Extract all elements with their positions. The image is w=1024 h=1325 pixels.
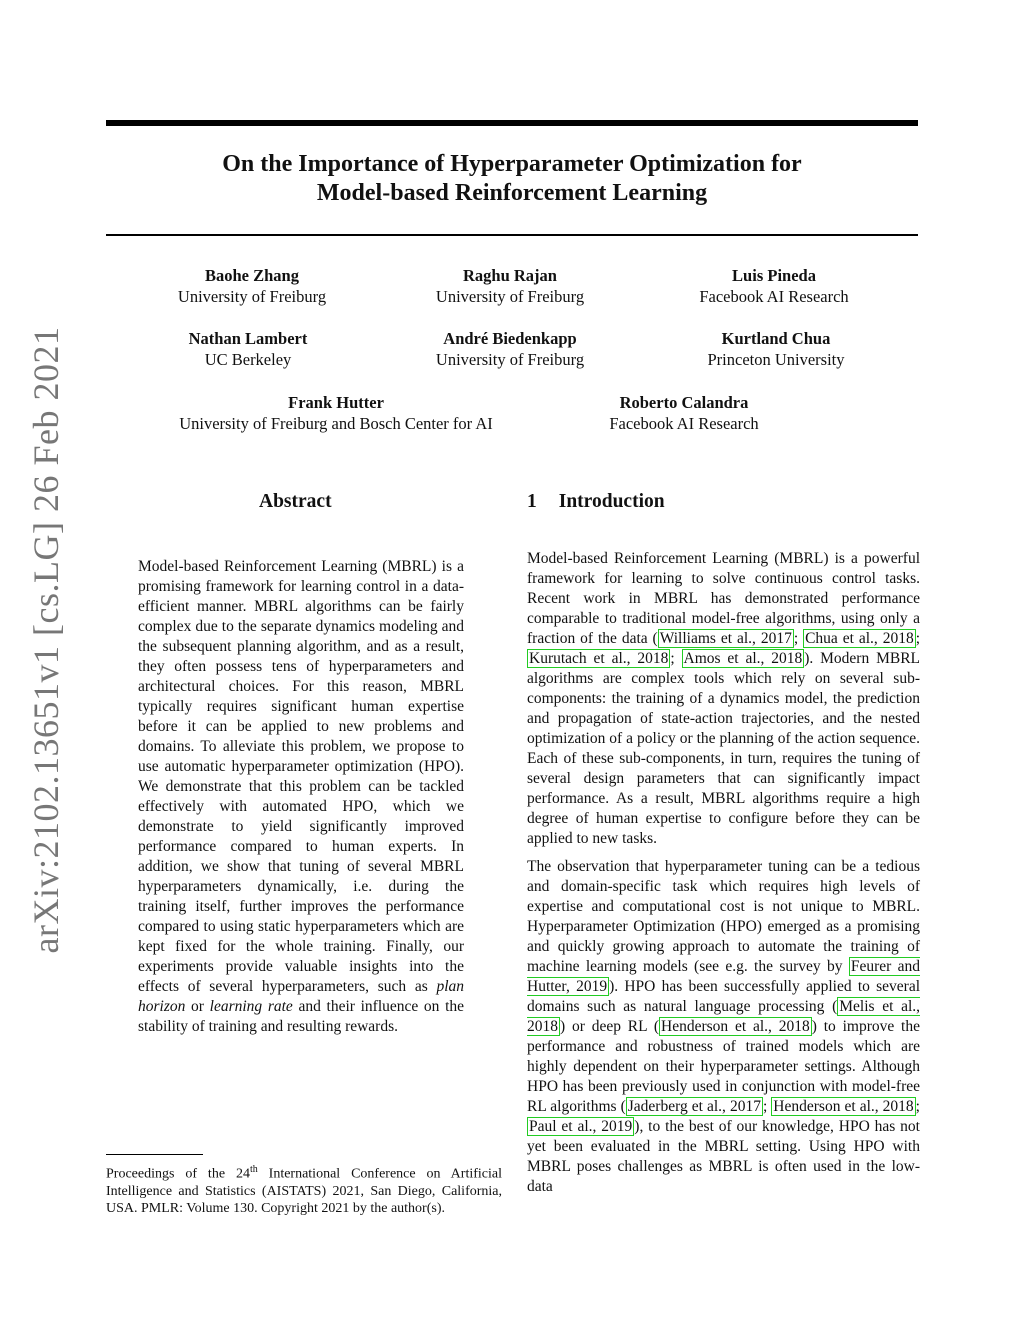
author-affiliation: Facebook AI Research — [609, 414, 759, 433]
author-affiliation: Princeton University — [707, 350, 845, 369]
separator: ; — [915, 630, 921, 647]
separator: ; — [670, 650, 682, 667]
citation-link[interactable]: Henderson et al., 2018 — [773, 1098, 914, 1115]
footnote-superscript: th — [249, 1164, 258, 1175]
intro-paragraph-1 — [527, 549, 920, 849]
body-text: ). HPO has been successfully applied to several domains such as natural language processing ( — [527, 978, 920, 1015]
section-title: Introduction — [558, 491, 665, 512]
abstract-heading: Abstract — [259, 491, 332, 512]
citation-link[interactable]: Chua et al., 2018 — [805, 630, 914, 647]
title-line-2: Model-based Reinforcement Learning — [316, 180, 708, 206]
author-affiliation: University of Freiburg — [435, 287, 585, 306]
footnote — [106, 1161, 502, 1217]
author-affiliation: University of Freiburg — [435, 350, 585, 369]
intro-heading — [527, 490, 665, 514]
paper-title — [106, 150, 918, 208]
author-name: Kurtland Chua — [721, 329, 831, 348]
author-block — [136, 328, 360, 370]
body-text: Model-based Reinforcement Learning (MBRL) is a powerful framework for learning to solve continuous control tasks. Recent work in MBRL has demonstrated performance comparable to traditional model-free algorithms, using only a fraction of the data ( — [527, 550, 920, 647]
title-line-1: On the Importance of Hyperparameter Optimization for — [222, 151, 802, 177]
body-text: ), to the best of our knowledge, HPO has not yet been evaluated in the MBRL setting. Using HPO with MBRL poses challenges as MBRL is often used in the low-data — [527, 1118, 920, 1195]
author-name: Baohe Zhang — [205, 266, 299, 285]
intro-paragraph-2 — [527, 857, 920, 1197]
abstract-text: or — [191, 998, 204, 1015]
abstract-emphasis: learning rate — [209, 998, 293, 1015]
intro-body — [527, 549, 920, 1205]
body-text: The observation that hyperparameter tuning can be a tedious and domain-specific task which requires high levels of expertise and computational cost is not unique to MBRL. Hyperparameter Optimization (HPO) emerged as a promising and quickly growing approach to automate the training of machine learning models (see e.g. the survey by — [527, 858, 920, 975]
separator: ; — [762, 1098, 772, 1115]
author-name: Nathan Lambert — [188, 329, 308, 348]
arxiv-stamp: arXiv:2102.13651v1 [cs.LG] 26 Feb 2021 — [26, 326, 66, 954]
citation-link[interactable]: Feurer and Hutter, 2019 — [527, 958, 920, 995]
footnote-text: International Conference on Artificial Intelligence and Statistics (AISTATS) 2021, San Diego, California, USA. PMLR: Volume 130. Copyright 2021 by the author(s). — [106, 1166, 502, 1216]
citation-link[interactable]: Henderson et al., 2018 — [661, 1018, 810, 1035]
author-block — [572, 392, 796, 434]
citation-link[interactable]: Amos et al., 2018 — [683, 650, 803, 667]
author-name: Luis Pineda — [732, 266, 816, 285]
author-name: Raghu Rajan — [463, 266, 557, 285]
author-block — [398, 265, 622, 307]
author-affiliation: University of Freiburg and Bosch Center for AI — [179, 414, 493, 433]
author-name: Frank Hutter — [288, 393, 384, 412]
author-block — [664, 328, 888, 370]
footnote-text: Proceedings of the 24 — [106, 1166, 250, 1182]
citation-link[interactable]: Paul et al., 2019 — [529, 1118, 633, 1135]
author-block — [140, 392, 532, 434]
section-number: 1 — [527, 491, 537, 512]
author-name: Roberto Calandra — [619, 393, 749, 412]
citation-link[interactable]: Kurutach et al., 2018 — [529, 650, 669, 667]
footnote-rule — [106, 1154, 203, 1155]
abstract-emphasis: plan horizon — [138, 978, 464, 1015]
citation-link[interactable]: Jaderberg et al., 2017 — [627, 1098, 761, 1115]
abstract-body — [138, 557, 464, 1037]
abstract-paragraph — [138, 557, 464, 1037]
abstract-text: and their influence on the stability of training and resulting rewards. — [138, 998, 465, 1035]
author-affiliation: Facebook AI Research — [699, 287, 849, 306]
citation-link[interactable]: Melis et al., 2018 — [527, 998, 920, 1035]
body-text: ) to improve the performance and robustness of trained models which are highly dependent on their hyperparameter settings. Although HPO has been previously used in conjunction with model-free RL algorithms ( — [527, 1018, 920, 1115]
abstract-text: Model-based Reinforcement Learning (MBRL) is a promising framework for learning control in a data-efficient manner. MBRL algorithms can be fairly complex due to the separate dynamics modeling and the subsequent planning algorithm, and as a result, they often possess tens of hyperparameters and architectural choices. For this reason, MBRL typically requires significant human expertise before it can be applied to new problems and domains. To alleviate this problem, we propose to use automatic hyperparameter optimization (HPO). We demonstrate that this problem can be tackled effectively with automated HPO, which we demonstrate to yield significantly improved performance compared to human experts. In addition, we show that tuning of several MBRL hyperparameters dynamically, i.e. during the training itself, further improves the performance compared to using static hyperparameters which are kept fixed for the whole training. Finally, our experiments provide valuable insights into the effects of several hyperparameters, such as — [138, 558, 464, 995]
author-affiliation: University of Freiburg — [177, 287, 327, 306]
author-block — [398, 328, 622, 370]
top-rule — [106, 120, 918, 126]
author-affiliation: UC Berkeley — [204, 350, 292, 369]
author-block — [140, 265, 364, 307]
title-rule — [106, 234, 918, 236]
separator: ; — [793, 630, 804, 647]
author-name: André Biedenkapp — [443, 329, 577, 348]
body-text: ). Modern MBRL algorithms are complex tools which rely on several sub-components: the training of a dynamics model, the prediction and propagation of state-action trajectories, and the nested optimization of a policy or the planning of the action sequence. Each of these sub-components, in turn, requires the tuning of several design parameters that can significantly impact performance. As a result, MBRL algorithms require a high degree of human expertise to configure before they can be applied to new tasks. — [527, 650, 920, 847]
citation-link[interactable]: Williams et al., 2017 — [659, 630, 792, 647]
separator: ; — [915, 1098, 920, 1115]
body-text: ) or deep RL ( — [560, 1018, 659, 1035]
author-block — [662, 265, 886, 307]
